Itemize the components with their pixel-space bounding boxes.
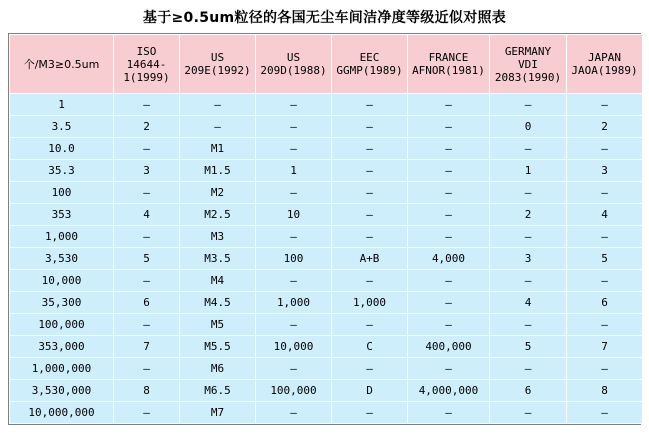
table-cell-particle-count: 3,530 [10,248,114,270]
table-cell: – [332,314,408,336]
column-header-line: 209E(1992) [184,64,251,77]
table-cell: 6 [567,292,643,314]
table-cell: 8 [567,380,643,402]
table-cell: 4 [490,292,567,314]
table-cell: 6 [114,292,180,314]
table-cell: – [490,314,567,336]
table-row [10,138,643,160]
table-cell: 1,000 [256,292,332,314]
column-header-iso [114,35,180,94]
table-cell: – [408,314,490,336]
table-cell: – [408,94,490,116]
column-header-line: 209D(1988) [260,64,327,77]
table-cell: – [490,402,567,424]
column-header-line: 14644- [126,57,167,71]
table-row [10,94,643,116]
table-cell-particle-count: 1,000,000 [10,358,114,380]
table-cell: 10 [256,204,332,226]
table-row [10,336,643,358]
table-cell: – [408,182,490,204]
table-cell-particle-count: 10.0 [10,138,114,160]
table-cell: – [332,182,408,204]
table-cell: C [332,336,408,358]
table-cell: – [332,116,408,138]
table-cell: – [256,402,332,424]
table-cell: 100 [256,248,332,270]
table-cell: M3 [180,226,256,248]
column-header-line: GGMP(1989) [336,64,403,77]
table-cell: 1 [256,160,332,182]
table-row [10,314,643,336]
cleanroom-table-container [8,33,641,425]
column-header-eec-ggmp [332,35,408,94]
table-cell: – [408,138,490,160]
column-header-line: FRANCE [428,51,469,64]
table-cell: 10,000 [256,336,332,358]
table-cell: – [114,358,180,380]
table-cell: – [332,138,408,160]
table-cell: – [180,94,256,116]
column-header-line: JAPAN [587,51,622,64]
table-cell: – [408,160,490,182]
table-cell: – [408,292,490,314]
table-cell: 2 [567,116,643,138]
table-cell: 400,000 [408,336,490,358]
table-cell: 4,000 [408,248,490,270]
table-row [10,226,643,248]
column-header-particle-count [10,35,114,94]
table-cell: – [332,270,408,292]
table-cell: 5 [114,248,180,270]
table-cell: 7 [567,336,643,358]
table-cell: 4,000,000 [408,380,490,402]
column-header-line: US [286,51,301,64]
table-cell: 7 [114,336,180,358]
table-cell: 4 [567,204,643,226]
table-cell: M6.5 [180,380,256,402]
table-cell: – [490,358,567,380]
table-cell: – [408,204,490,226]
table-cell: – [114,226,180,248]
table-cell: – [490,270,567,292]
table-cell-particle-count: 35.3 [10,160,114,182]
table-row [10,182,643,204]
table-cell: – [256,182,332,204]
table-cell: – [114,182,180,204]
table-cell-particle-count: 3.5 [10,116,114,138]
table-cell-particle-count: 3,530,000 [10,380,114,402]
table-cell-particle-count: 35,300 [10,292,114,314]
table-cell: – [256,116,332,138]
table-cell: 4 [114,204,180,226]
table-cell: – [332,204,408,226]
table-cell: – [567,270,643,292]
table-cell: – [114,402,180,424]
table-cell: 3 [567,160,643,182]
table-body [10,94,643,424]
cleanroom-comparison-table [9,34,643,424]
table-cell: – [567,94,643,116]
table-cell: – [114,138,180,160]
table-cell: – [408,402,490,424]
table-cell: 2 [114,116,180,138]
column-header-line: 1(1999) [123,70,170,84]
column-header-france-afnor [408,35,490,94]
table-cell: 0 [490,116,567,138]
table-cell: M2.5 [180,204,256,226]
table-cell: – [256,358,332,380]
table-cell: – [332,358,408,380]
table-row [10,248,643,270]
table-cell: – [114,270,180,292]
page-title: 基于≥0.5um粒径的各国无尘车间洁净度等级近似对照表 [142,10,507,26]
column-header-line: EEC [359,51,380,64]
table-cell: 8 [114,380,180,402]
table-row [10,116,643,138]
table-cell: – [567,182,643,204]
table-cell: – [490,182,567,204]
table-cell: – [567,138,643,160]
table-cell: A+B [332,248,408,270]
column-header-line: 个/M3≥0.5um [23,57,100,71]
table-cell: – [256,270,332,292]
table-cell: – [567,314,643,336]
table-cell: 1 [490,160,567,182]
table-cell: – [332,402,408,424]
table-cell: 3 [114,160,180,182]
column-header-us-209d [256,35,332,94]
table-cell-particle-count: 1 [10,94,114,116]
table-cell: M3.5 [180,248,256,270]
table-cell: – [567,226,643,248]
table-cell: 6 [490,380,567,402]
table-row [10,204,643,226]
table-header-row [10,35,643,94]
column-header-line: US [210,51,225,64]
column-header-line: JAOA(1989) [571,64,638,77]
table-cell: – [408,358,490,380]
column-header-line: GERMANY [504,44,552,58]
table-cell: M5.5 [180,336,256,358]
table-cell: – [256,138,332,160]
table-row [10,380,643,402]
table-cell: M1.5 [180,160,256,182]
table-cell: – [256,314,332,336]
table-cell: – [256,94,332,116]
table-cell: 3 [490,248,567,270]
table-cell: M4 [180,270,256,292]
table-cell-particle-count: 100,000 [10,314,114,336]
table-cell-particle-count: 100 [10,182,114,204]
column-header-line: 2083(1990) [494,70,562,84]
table-cell: – [567,402,643,424]
table-cell: M2 [180,182,256,204]
table-cell: M5 [180,314,256,336]
table-row [10,292,643,314]
table-row [10,270,643,292]
table-cell: – [408,226,490,248]
column-header-germany-vdi [490,35,567,94]
table-cell: – [490,226,567,248]
table-cell-particle-count: 10,000 [10,270,114,292]
table-cell: M1 [180,138,256,160]
table-cell: – [332,94,408,116]
column-header-line: VDI [518,57,538,71]
table-cell: – [180,116,256,138]
column-header-line: AFNOR(1981) [412,64,485,77]
table-cell: 2 [490,204,567,226]
table-cell: 100,000 [256,380,332,402]
table-cell: – [490,94,567,116]
table-header-row-group [10,35,643,94]
table-cell: – [490,138,567,160]
table-cell: 5 [567,248,643,270]
table-cell: 1,000 [332,292,408,314]
column-header-japan-jaoa [567,35,643,94]
table-cell: – [408,270,490,292]
table-cell: 5 [490,336,567,358]
column-header-line: ISO [136,44,157,58]
table-cell: – [332,226,408,248]
table-cell-particle-count: 10,000,000 [10,402,114,424]
table-cell-particle-count: 353,000 [10,336,114,358]
table-row [10,160,643,182]
table-cell: – [567,358,643,380]
table-cell: – [332,160,408,182]
column-header-us-209e [180,35,256,94]
table-row [10,358,643,380]
table-cell: M4.5 [180,292,256,314]
table-cell: M6 [180,358,256,380]
table-cell: – [114,314,180,336]
table-cell: M7 [180,402,256,424]
table-row [10,402,643,424]
table-cell: – [256,226,332,248]
table-cell: D [332,380,408,402]
table-cell: – [114,94,180,116]
table-cell-particle-count: 353 [10,204,114,226]
table-cell: – [408,116,490,138]
table-cell-particle-count: 1,000 [10,226,114,248]
